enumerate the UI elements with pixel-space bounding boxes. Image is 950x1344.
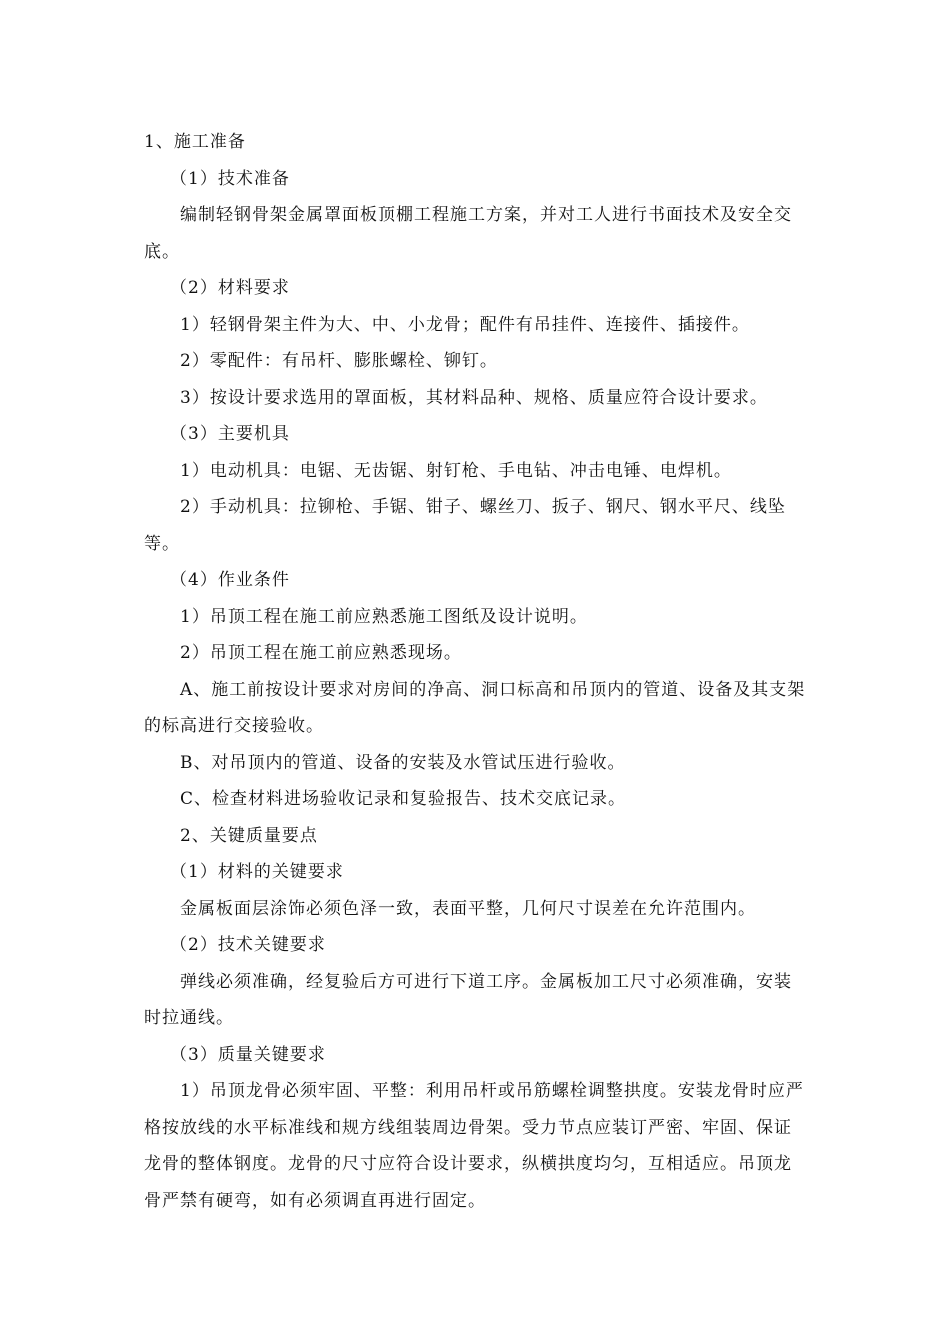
- list-item: 2）吊顶工程在施工前应熟悉现场。: [180, 643, 462, 663]
- list-item: 1）吊顶工程在施工前应熟悉施工图纸及设计说明。: [180, 606, 588, 627]
- paragraph: 1）吊顶龙骨必须牢固、平整：利用吊杆或吊筋螺栓调整拱度。安装龙骨时应严格按放线的水平标准线和规方线组装周边骨架。受力节点应装订严密、牢固、保证龙骨的整体钢度。龙骨的尺寸应符合设计要求，纵横拱度均匀，互相适应。吊顶龙骨严禁有硬弯，如有必须调直再进行固定。: [144, 1081, 804, 1211]
- subsection-heading: （2）材料要求: [170, 278, 290, 298]
- list-item: C、检查材料进场验收记录和复验报告、技术交底记录。: [180, 789, 627, 809]
- subsection-heading: （3）质量关键要求: [170, 1044, 326, 1065]
- list-item: 2）零配件：有吊杆、膨胀螺栓、铆钉。: [180, 351, 498, 371]
- paragraph: 编制轻钢骨架金属罩面板顶棚工程施工方案，并对工人进行书面技术及安全交底。: [144, 205, 792, 262]
- paragraph: 金属板面层涂饰必须色泽一致，表面平整，几何尺寸误差在允许范围内。: [180, 898, 756, 919]
- subsection-heading: （4）作业条件: [170, 570, 290, 590]
- subsection-heading: （1）技术准备: [170, 168, 290, 189]
- list-item: A、施工前按设计要求对房间的净高、洞口标高和吊顶内的管道、设备及其支架的标高进行交接验收。: [144, 679, 806, 736]
- list-item: 2）手动机具：拉铆枪、手锯、钳子、螺丝刀、扳子、钢尺、钢水平尺、线坠等。: [144, 497, 786, 554]
- document-body: [144, 124, 808, 1219]
- list-item: 1）轻钢骨架主件为大、中、小龙骨；配件有吊挂件、连接件、插接件。: [180, 314, 750, 335]
- list-item: B、对吊顶内的管道、设备的安装及水管试压进行验收。: [180, 752, 626, 773]
- section-heading: 1、施工准备: [144, 132, 246, 152]
- list-item: 3）按设计要求选用的罩面板，其材料品种、规格、质量应符合设计要求。: [180, 387, 768, 408]
- list-item: 1）电动机具：电锯、无齿锯、射钉枪、手电钻、冲击电锤、电焊机。: [180, 460, 732, 481]
- paragraph: 弹线必须准确，经复验后方可进行下道工序。金属板加工尺寸必须准确，安装时拉通线。: [144, 971, 792, 1028]
- subsection-heading: （1）材料的关键要求: [170, 862, 344, 882]
- subsection-heading: （3）主要机具: [170, 424, 290, 444]
- section-heading: 2、关键质量要点: [180, 825, 318, 846]
- subsection-heading: （2）技术关键要求: [170, 935, 326, 955]
